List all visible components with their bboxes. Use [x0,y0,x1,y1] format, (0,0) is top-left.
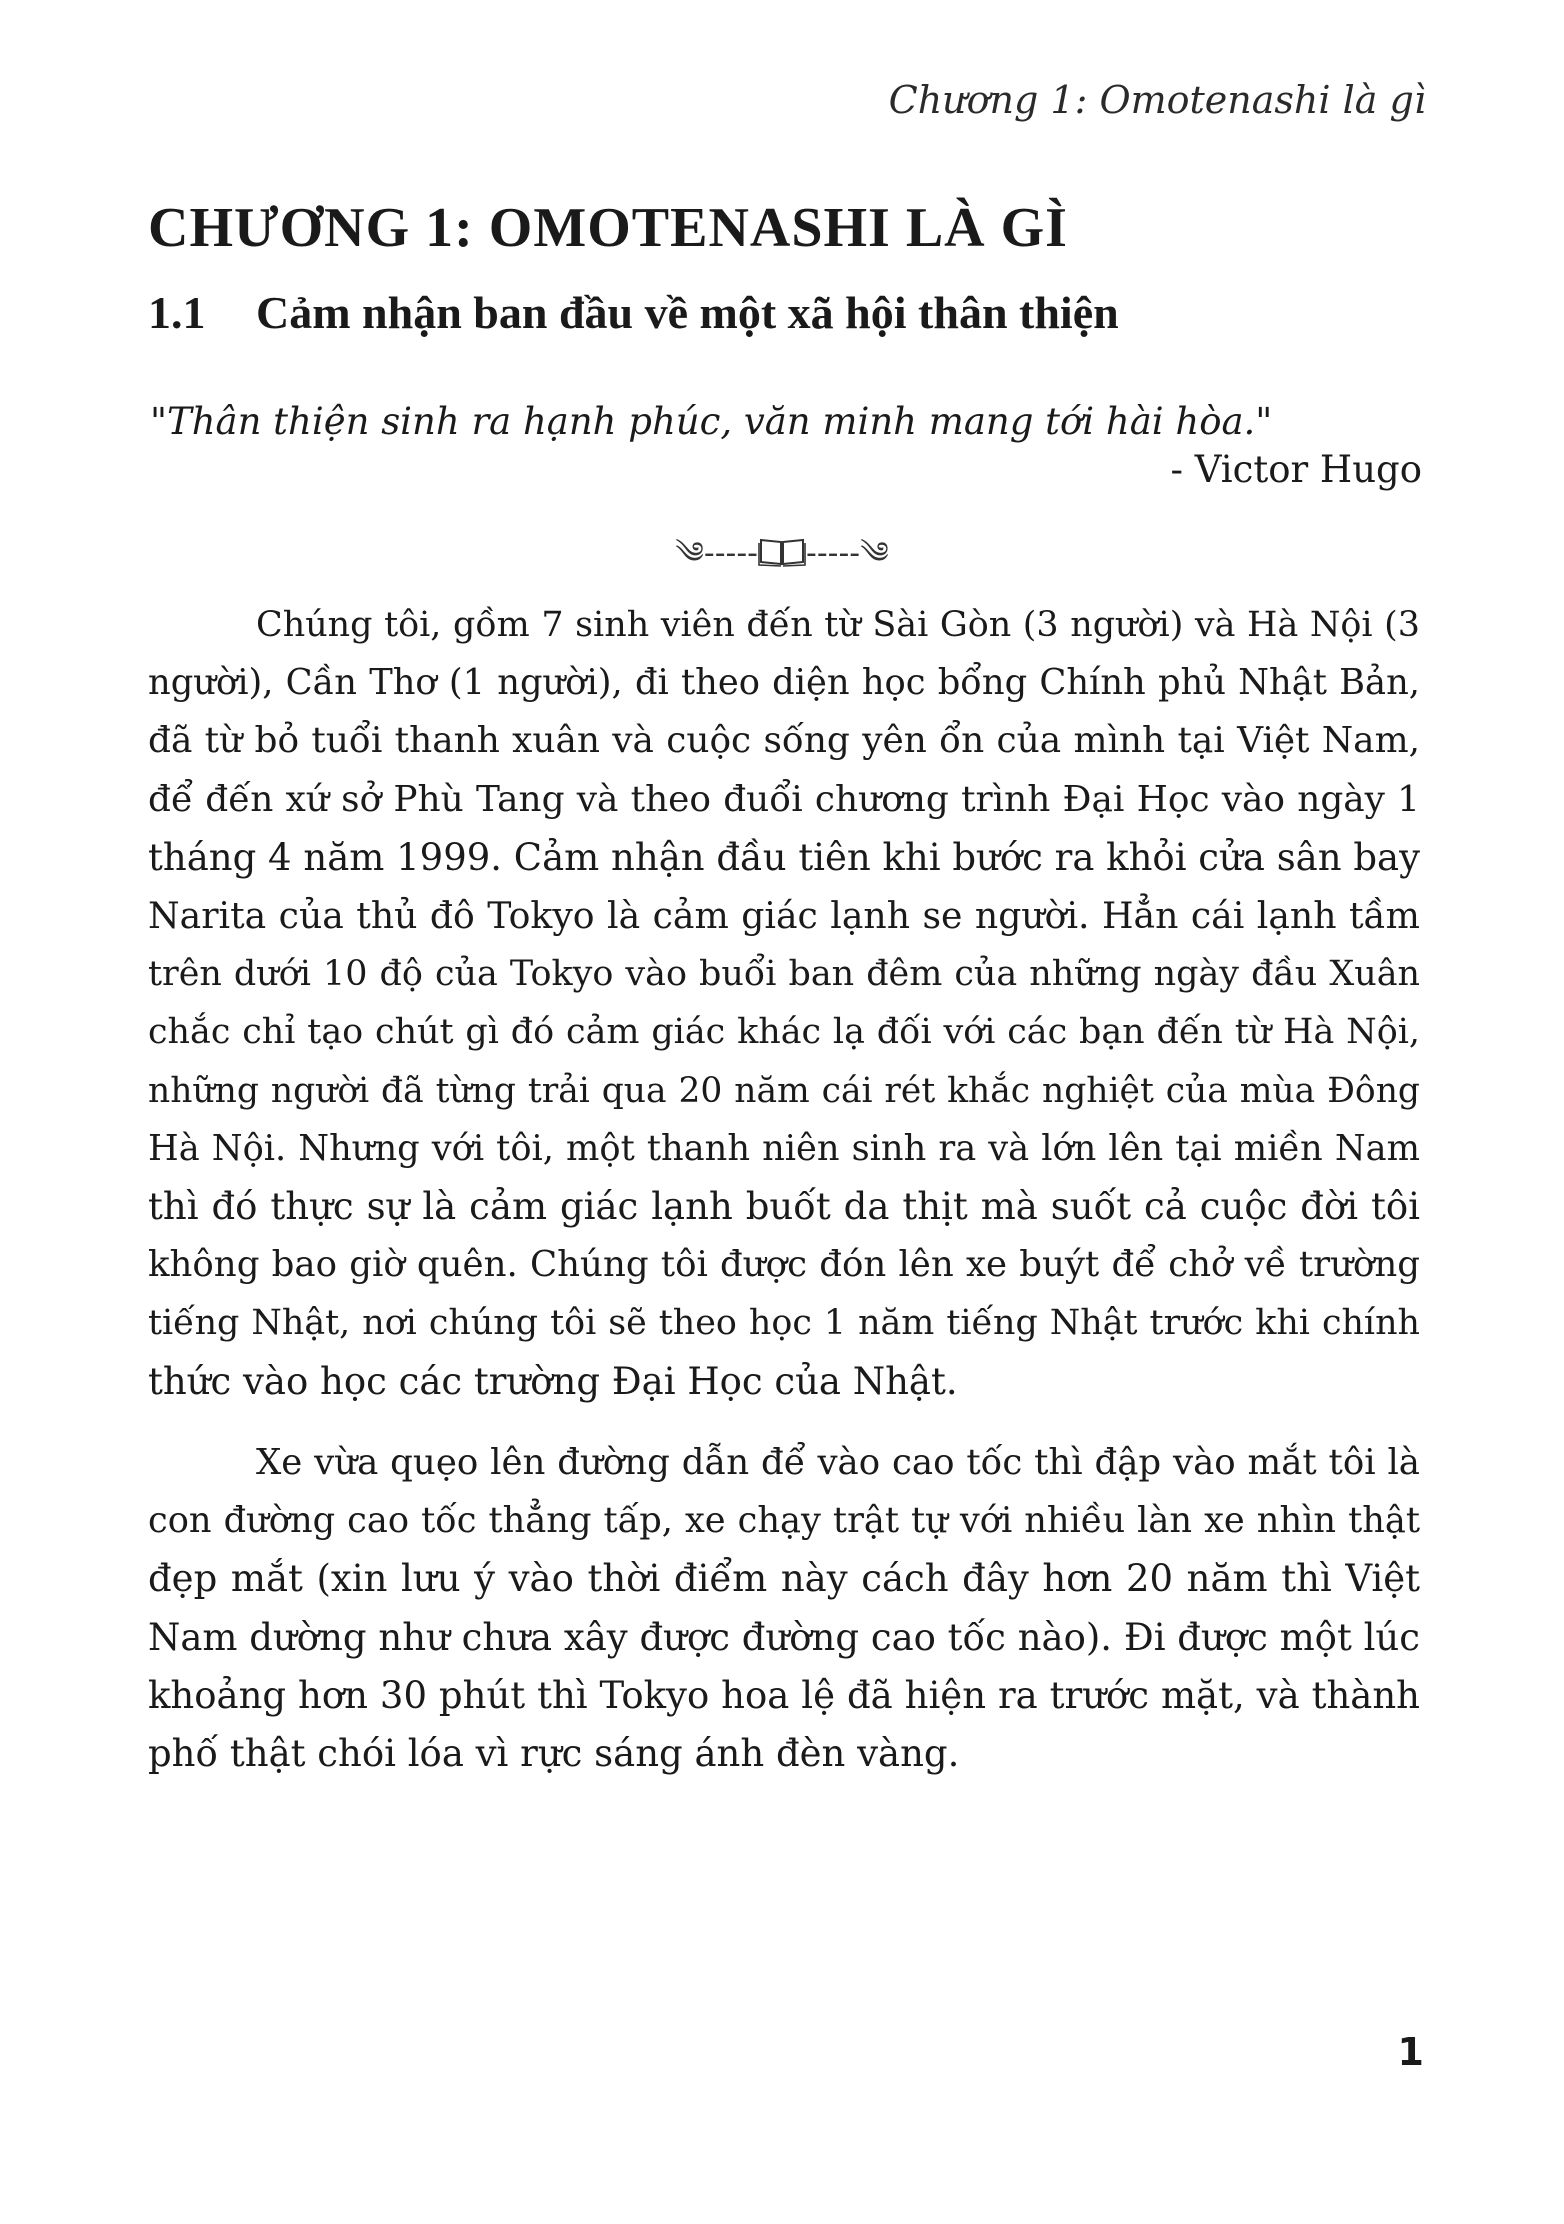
paragraph-line: con đường cao tốc thẳng tấp, xe chạy trật tự với nhiều làn xe nhìn thật [148,1500,1420,1542]
body-paragraph-1 [148,596,1420,1411]
paragraph-line: những người đã từng trải qua 20 năm cái rét khắc nghiệt của mùa Đông [148,1070,1420,1111]
paragraph-line: thì đó thực sự là cảm giác lạnh buốt da thịt mà suốt cả cuộc đời tôi [148,1185,1420,1229]
paragraph-line: khoảng hơn 30 phút thì Tokyo hoa lệ đã hiện ra trước mặt, và thành [148,1673,1420,1717]
running-header: Chương 1: Omotenashi là gì [888,78,1426,122]
ornamental-divider [0,520,1564,604]
paragraph-line: Hà Nội. Nhưng với tôi, một thanh niên sinh ra và lớn lên tại miền Nam [148,1127,1420,1169]
paragraph-line: không bao giờ quên. Chúng tôi được đón lên xe buýt để chở về trường [148,1244,1420,1286]
section-number: 1.1 [148,287,206,338]
paragraph-line: thức vào học các trường Đại Học của Nhật. [148,1359,958,1403]
paragraph-line: Chúng tôi, gồm 7 sinh viên đến từ Sài Gòn (3 người) và Hà Nội (3 [256,605,1420,645]
section-heading [148,286,1119,339]
paragraph-line: Xe vừa quẹo lên đường dẫn để vào cao tốc thì đập vào mắt tôi là [256,1442,1420,1483]
page-number: 1 [1397,2030,1424,2074]
epigraph-author: - Victor Hugo [1170,448,1422,491]
paragraph-line: đẹp mắt (xin lưu ý vào thời điểm này cách đây hơn 20 năm thì Việt [148,1557,1420,1601]
paragraph-line: chắc chỉ tạo chút gì đó cảm giác khác lạ đối với các bạn đến từ Hà Nội, [148,1012,1420,1053]
open-book-icon [758,535,806,575]
paragraph-line: người), Cần Thơ (1 người), đi theo diện học bổng Chính phủ Nhật Bản, [148,662,1420,704]
chapter-title: CHƯƠNG 1: OMOTENASHI LÀ GÌ [148,197,1068,259]
paragraph-line: đã từ bỏ tuổi thanh xuân và cuộc sống yên ổn của mình tại Việt Nam, [148,720,1420,762]
divider-left-flourish: ༄----- [675,536,758,571]
epigraph-quote: "Thân thiện sinh ra hạnh phúc, văn minh mang tới hài hòa." [150,400,1273,443]
divider-right-flourish: -----༄ [806,536,889,571]
section-title: Cảm nhận ban đầu về một xã hội thân thiện [256,287,1119,338]
body-paragraph-2 [148,1434,1420,1783]
paragraph-line: tháng 4 năm 1999. Cảm nhận đầu tiên khi bước ra khỏi cửa sân bay [148,835,1420,879]
paragraph-line: để đến xứ sở Phù Tang và theo đuổi chương trình Đại Học vào ngày 1 [148,778,1420,820]
paragraph-line: tiếng Nhật, nơi chúng tôi sẽ theo học 1 năm tiếng Nhật trước khi chính [148,1303,1420,1344]
paragraph-line: trên dưới 10 độ của Tokyo vào buổi ban đêm của những ngày đầu Xuân [148,954,1420,995]
paragraph-line: Narita của thủ đô Tokyo là cảm giác lạnh se người. Hẳn cái lạnh tầm [148,894,1420,938]
paragraph-line: phố thật chói lóa vì rực sáng ánh đèn vàng. [148,1732,960,1776]
paragraph-line: Nam dường như chưa xây được đường cao tốc nào). Đi được một lúc [148,1615,1420,1659]
